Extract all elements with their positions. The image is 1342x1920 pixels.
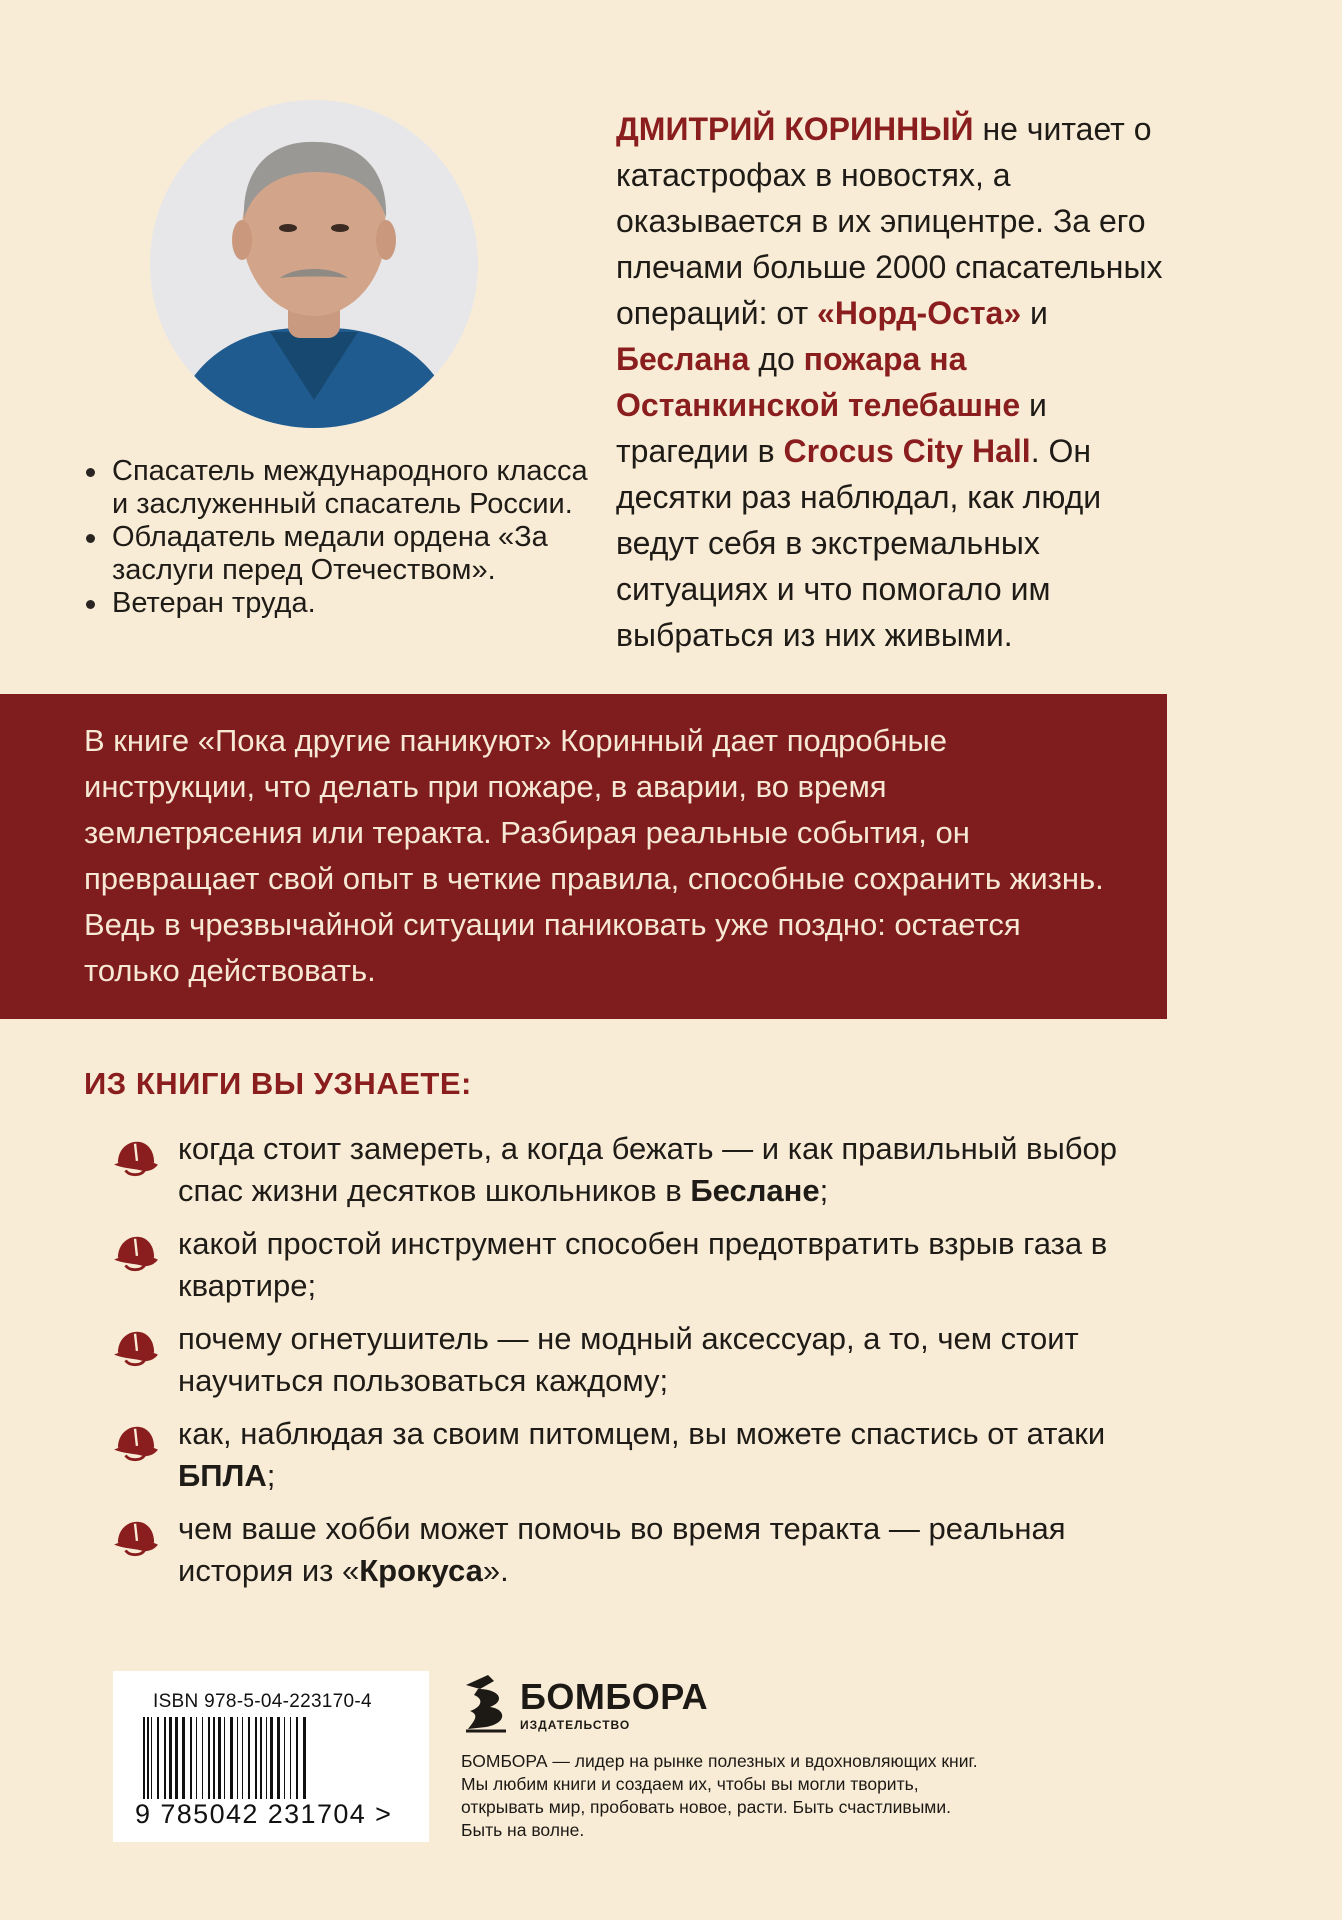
publisher-subtitle: ИЗДАТЕЛЬСТВО: [520, 1718, 631, 1732]
item-text: ;: [266, 1458, 276, 1493]
barcode-bar: [151, 1717, 152, 1801]
credential-item: Ветеран труда.: [84, 587, 604, 620]
barcode-bar: [218, 1717, 221, 1801]
item-text: когда стоит замереть, а когда бежать — и как правильный выбор спас жизни десятков школьников в: [178, 1131, 1117, 1208]
author-bio: [616, 106, 1186, 658]
item-text: ».: [482, 1553, 509, 1588]
firefighter-helmet-icon: [112, 1233, 160, 1273]
author-credentials: [84, 455, 604, 620]
book-summary-band: [0, 694, 1167, 1019]
isbn-number: ISBN 978-5-04-223170-4: [153, 1691, 372, 1712]
firefighter-helmet-icon: [112, 1138, 160, 1178]
list-item: [112, 1508, 1172, 1592]
barcode-bar: [248, 1717, 250, 1801]
author-photo: [150, 100, 478, 428]
barcode-bar: [270, 1717, 273, 1801]
book-summary-text: В книге «Пока другие паникуют» Коринный дает подробные инструкции, что делать при пожаре, в аварии, во время землетрясения или теракта. Разбирая реальные события, он превращает свой опыт в четкие правила, способные сохранить жизнь. Ведь в чрезвычайной ситуации паниковать уже поздно: остается только действовать.: [84, 723, 1104, 988]
firefighter-helmet-icon: [112, 1423, 160, 1463]
barcode-bar: [296, 1717, 298, 1801]
item-bold: Беслане: [690, 1173, 820, 1208]
barcode-bar: [190, 1717, 192, 1801]
learn-title: ИЗ КНИГИ ВЫ УЗНАЕТЕ:: [84, 1066, 472, 1101]
barcode-bar: [290, 1717, 291, 1801]
barcode-bar: [237, 1717, 238, 1801]
barcode-bar: [157, 1717, 159, 1801]
barcode-bar: [213, 1717, 215, 1801]
barcode-bar: [182, 1717, 185, 1801]
bio-text: до: [749, 341, 804, 377]
bio-text: и: [1021, 295, 1048, 331]
bio-text: . Он десятки раз наблюдал, как люди ведут себя в экстремальных ситуациях и что помогало им выбраться из них живыми.: [616, 433, 1102, 653]
barcode-bar: [266, 1717, 267, 1801]
bio-highlight: пожара на Останкинской телебашне: [616, 341, 1021, 423]
learn-list: [112, 1128, 1172, 1603]
barcode-bar: [242, 1717, 243, 1801]
barcode-digits: 9 785042 231704 >: [135, 1799, 425, 1830]
barcode-bar: [208, 1717, 210, 1801]
firefighter-helmet-icon: [112, 1328, 160, 1368]
item-text: как, наблюдая за своим питомцем, вы можете спастись от атаки: [178, 1416, 1106, 1451]
bio-highlight: Беслана: [616, 341, 750, 377]
author-name: ДМИТРИЙ КОРИННЫЙ: [616, 111, 974, 147]
list-item: [112, 1413, 1172, 1497]
item-text: почему огнетушитель — не модный аксессуар, а то, чем стоит научиться пользоваться каждому;: [178, 1321, 1079, 1398]
bio-highlight: «Норд-Оста»: [817, 295, 1022, 331]
barcode-bar: [164, 1717, 166, 1801]
credential-item: Спасатель международного класса и заслуженный спасатель России.: [84, 455, 604, 521]
bio-text: не читает о катастрофах в новостях, а оказывается в их эпицентре. За его плечами больше 2000 спасательных операций: от: [616, 111, 1163, 331]
barcode-bar: [230, 1717, 233, 1801]
publisher-description: БОМБОРА — лидер на рынке полезных и вдохновляющих книг. Мы любим книги и создаем их, чтобы вы могли творить, открывать мир, пробовать новое, расти. Быть счастливыми. Быть на волне.: [461, 1751, 978, 1840]
list-item: [112, 1223, 1172, 1307]
list-item: [112, 1318, 1172, 1402]
barcode-bar: [196, 1717, 197, 1801]
publisher-name: БОМБОРА: [520, 1676, 709, 1717]
firefighter-helmet-icon: [112, 1518, 160, 1558]
barcode-bar: [303, 1717, 306, 1801]
barcode-bar: [169, 1717, 172, 1801]
barcode-bar: [255, 1717, 257, 1801]
barcode-bar: [175, 1717, 178, 1801]
barcode-bar: [202, 1717, 203, 1801]
item-bold: БПЛА: [178, 1458, 267, 1493]
item-text: ;: [819, 1173, 829, 1208]
bio-text: и трагедии в: [616, 387, 1047, 469]
item-text: какой простой инструмент способен предотвратить взрыв газа в квартире;: [178, 1226, 1108, 1303]
barcode-bar: [277, 1717, 280, 1801]
bio-highlight: Crocus City Hall: [783, 433, 1031, 469]
list-item: [112, 1128, 1172, 1212]
barcode-bar: [260, 1717, 262, 1801]
author-portrait-icon: [150, 100, 478, 428]
barcode-bar: [284, 1717, 285, 1801]
barcode-box: [113, 1671, 429, 1842]
barcode-bar: [224, 1717, 225, 1801]
item-text: чем ваше хобби может помочь во время теракта — реальная история из «: [178, 1511, 1066, 1588]
item-bold: Крокуса: [359, 1553, 483, 1588]
credential-item: Обладатель медали ордена «За заслуги перед Отечеством».: [84, 521, 604, 587]
